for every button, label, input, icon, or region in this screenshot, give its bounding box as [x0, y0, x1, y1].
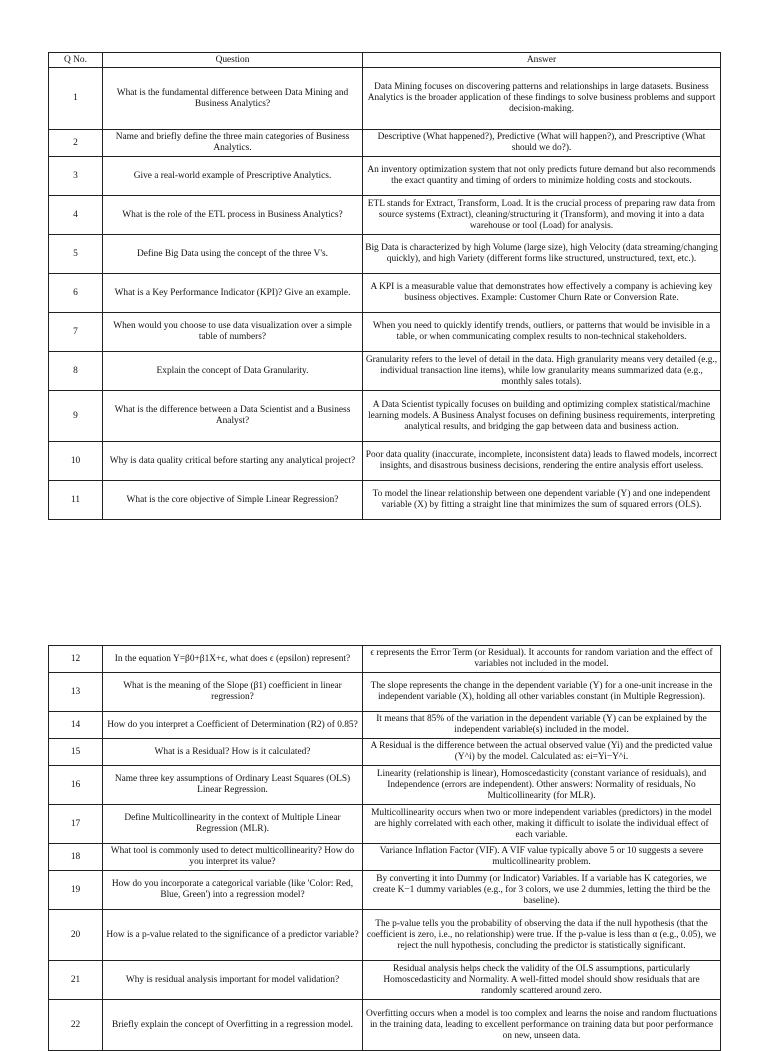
- answer-cell: Variance Inflation Factor (VIF). A VIF value typically above 5 or 10 suggests a severe multicollinearity problem.: [363, 844, 721, 871]
- header-row: [49, 53, 721, 68]
- answer-cell: Overfitting occurs when a model is too complex and learns the noise and random fluctuations in the training data, leading to excellent performance on training data but poor performance on new, unseen data.: [363, 1000, 721, 1051]
- qno-cell: 14: [49, 712, 103, 739]
- qno-cell: 5: [49, 235, 103, 274]
- table-row: [49, 274, 721, 313]
- question-cell: When would you choose to use data visualization over a simple table of numbers?: [103, 313, 363, 352]
- answer-cell: An inventory optimization system that not only predicts future demand but also recommends the exact quantity and timing of orders to minimize holding costs and stockouts.: [363, 157, 721, 196]
- answer-cell: The p-value tells you the probability of observing the data if the null hypothesis (that the coefficient is zero, i.e., no relationship) were true. If the p-value is less than α (e.g., 0.05), we reject the null hypothesis, concluding the predictor is statistically significant.: [363, 910, 721, 961]
- qno-cell: 13: [49, 673, 103, 712]
- table-row: [49, 196, 721, 235]
- table-row: [49, 68, 721, 130]
- qno-cell: 15: [49, 739, 103, 766]
- question-cell: Why is data quality critical before starting any analytical project?: [103, 442, 363, 481]
- answer-cell: Poor data quality (inaccurate, incomplete, inconsistent data) leads to flawed models, incorrect insights, and disastrous business decisions, rendering the entire analysis effort useless.: [363, 442, 721, 481]
- answer-cell: The slope represents the change in the dependent variable (Y) for a one-unit increase in the independent variable (X), holding all other variables constant (in Multiple Regression).: [363, 673, 721, 712]
- table-row: [49, 646, 721, 673]
- question-cell: Name and briefly define the three main categories of Business Analytics.: [103, 130, 363, 157]
- qno-cell: 4: [49, 196, 103, 235]
- answer-cell: Residual analysis helps check the validity of the OLS assumptions, particularly Homoscedasticity and Normality. A well-fitted model should show residuals that are randomly scattered around zero.: [363, 961, 721, 1000]
- question-cell: Briefly explain the concept of Overfitting in a regression model.: [103, 1000, 363, 1051]
- qno-cell: 10: [49, 442, 103, 481]
- table-row: [49, 871, 721, 910]
- answer-cell: Multicollinearity occurs when two or more independent variables (predictors) in the model are highly correlated with each other, making it difficult to isolate the individual effect of each variable.: [363, 805, 721, 844]
- table-row: [49, 481, 721, 520]
- qa-table-page-2: [48, 645, 721, 1051]
- question-cell: What is the fundamental difference between Data Mining and Business Analytics?: [103, 68, 363, 130]
- table-row: [49, 766, 721, 805]
- answer-cell: A Data Scientist typically focuses on building and optimizing complex statistical/machine learning models. A Business Analyst focuses on defining business requirements, interpreting analytical results, and bridging the gap between data and business action.: [363, 391, 721, 442]
- qno-cell: 3: [49, 157, 103, 196]
- question-cell: What is the role of the ETL process in Business Analytics?: [103, 196, 363, 235]
- table-row: [49, 673, 721, 712]
- qno-cell: 21: [49, 961, 103, 1000]
- question-cell: What is a Key Performance Indicator (KPI)? Give an example.: [103, 274, 363, 313]
- answer-cell: By converting it into Dummy (or Indicator) Variables. If a variable has K categories, we create K−1 dummy variables (e.g., for 3 colors, we use 2 dummies, letting the third be the baseline).: [363, 871, 721, 910]
- question-cell: In the equation Y=β0+β1X+ϵ, what does ϵ (epsilon) represent?: [103, 646, 363, 673]
- answer-cell: Data Mining focuses on discovering patterns and relationships in large datasets. Business Analytics is the broader application of these findings to solve business problems and support decision-making.: [363, 68, 721, 130]
- question-cell: What is the difference between a Data Scientist and a Business Analyst?: [103, 391, 363, 442]
- answer-cell: Big Data is characterized by high Volume (large size), high Velocity (data streaming/changing quickly), and high Variety (different forms like structured, unstructured, text, etc.).: [363, 235, 721, 274]
- header-answer: Answer: [363, 53, 721, 68]
- table-row: [49, 805, 721, 844]
- question-cell: Explain the concept of Data Granularity.: [103, 352, 363, 391]
- qno-cell: 19: [49, 871, 103, 910]
- qno-cell: 12: [49, 646, 103, 673]
- question-cell: How do you interpret a Coefficient of Determination (R2) of 0.85?: [103, 712, 363, 739]
- question-cell: What is a Residual? How is it calculated?: [103, 739, 363, 766]
- table-row: [49, 961, 721, 1000]
- question-cell: What is the meaning of the Slope (β1) coefficient in linear regression?: [103, 673, 363, 712]
- qno-cell: 6: [49, 274, 103, 313]
- answer-cell: Descriptive (What happened?), Predictive (What will happen?), and Prescriptive (What should we do?).: [363, 130, 721, 157]
- qno-cell: 16: [49, 766, 103, 805]
- qno-cell: 8: [49, 352, 103, 391]
- table-row: [49, 391, 721, 442]
- qno-cell: 20: [49, 910, 103, 961]
- question-cell: Define Multicollinearity in the context of Multiple Linear Regression (MLR).: [103, 805, 363, 844]
- header-question: Question: [103, 53, 363, 68]
- table-row: [49, 910, 721, 961]
- qno-cell: 7: [49, 313, 103, 352]
- table-row: [49, 130, 721, 157]
- answer-cell: It means that 85% of the variation in the dependent variable (Y) can be explained by the independent variable(s) included in the model.: [363, 712, 721, 739]
- qno-cell: 1: [49, 68, 103, 130]
- qno-cell: 2: [49, 130, 103, 157]
- answer-cell: To model the linear relationship between one dependent variable (Y) and one independent variable (X) by fitting a straight line that minimizes the sum of squared errors (OLS).: [363, 481, 721, 520]
- qno-cell: 22: [49, 1000, 103, 1051]
- answer-cell: When you need to quickly identify trends, outliers, or patterns that would be invisible in a table, or when communicating complex results to non-technical stakeholders.: [363, 313, 721, 352]
- answer-cell: ETL stands for Extract, Transform, Load. It is the crucial process of preparing raw data from source systems (Extract), cleaning/structuring it (Transform), and moving it into a data warehouse or tool (Load) for analysis.: [363, 196, 721, 235]
- table-row: [49, 739, 721, 766]
- table-row: [49, 442, 721, 481]
- question-cell: What is the core objective of Simple Linear Regression?: [103, 481, 363, 520]
- answer-cell: A Residual is the difference between the actual observed value (Yi) and the predicted value (Y^i) by the model. Calculated as: ei=Yi−Y^i.: [363, 739, 721, 766]
- question-cell: Why is residual analysis important for model validation?: [103, 961, 363, 1000]
- question-cell: Give a real-world example of Prescriptive Analytics.: [103, 157, 363, 196]
- table-row: [49, 235, 721, 274]
- answer-cell: A KPI is a measurable value that demonstrates how effectively a company is achieving key business objectives. Example: Customer Churn Rate or Conversion Rate.: [363, 274, 721, 313]
- answer-cell: ϵ represents the Error Term (or Residual). It accounts for random variation and the effect of variables not included in the model.: [363, 646, 721, 673]
- question-cell: Define Big Data using the concept of the three V's.: [103, 235, 363, 274]
- qno-cell: 11: [49, 481, 103, 520]
- table-row: [49, 1000, 721, 1051]
- table-row: [49, 157, 721, 196]
- qno-cell: 9: [49, 391, 103, 442]
- question-cell: How do you incorporate a categorical variable (like 'Color: Red, Blue, Green') into a regression model?: [103, 871, 363, 910]
- qno-cell: 17: [49, 805, 103, 844]
- table-row: [49, 313, 721, 352]
- table-row: [49, 712, 721, 739]
- table-row: [49, 352, 721, 391]
- qa-table-page-1: [48, 52, 721, 520]
- answer-cell: Linearity (relationship is linear), Homoscedasticity (constant variance of residuals), and Independence (errors are independent). Other answers: Normality of residuals, No Multicollinearity (for MLR).: [363, 766, 721, 805]
- qno-cell: 18: [49, 844, 103, 871]
- table-row: [49, 844, 721, 871]
- header-qno: Q No.: [49, 53, 103, 68]
- question-cell: How is a p-value related to the significance of a predictor variable?: [103, 910, 363, 961]
- question-cell: What tool is commonly used to detect multicollinearity? How do you interpret its value?: [103, 844, 363, 871]
- question-cell: Name three key assumptions of Ordinary Least Squares (OLS) Linear Regression.: [103, 766, 363, 805]
- answer-cell: Granularity refers to the level of detail in the data. High granularity means very detailed (e.g., individual transaction line items), while low granularity means summarized data (e.g., monthly sales totals).: [363, 352, 721, 391]
